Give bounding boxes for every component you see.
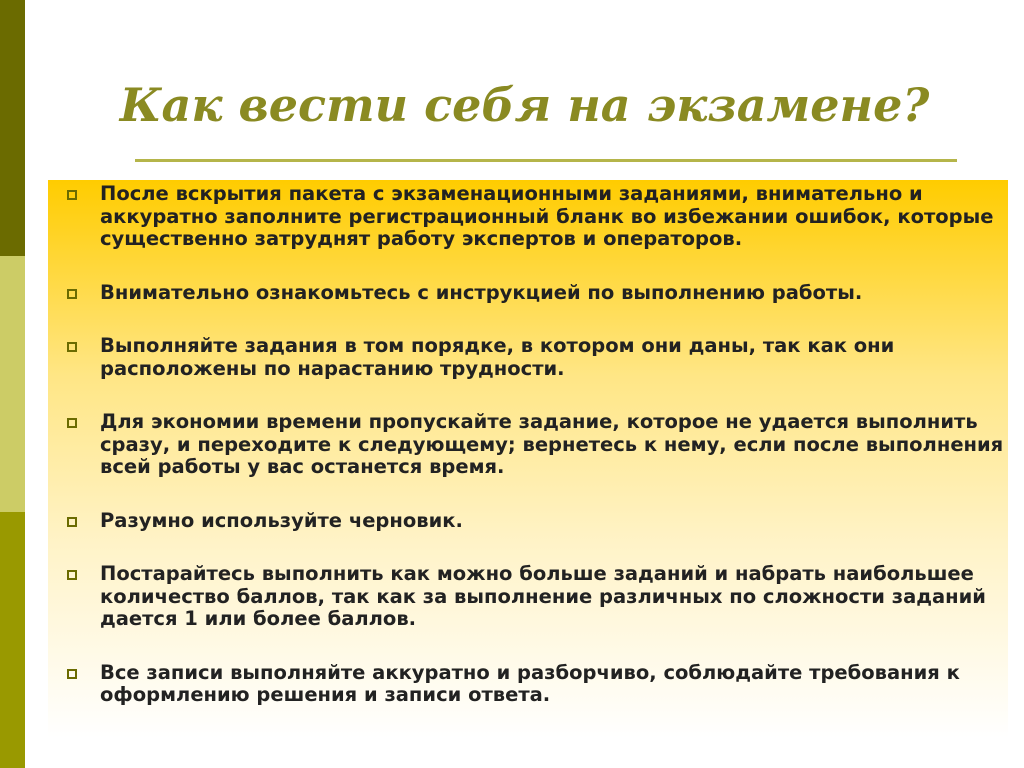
bullet-text: Выполняйте задания в том порядке, в котором они даны, так как они расположены по нарастанию трудности.: [100, 334, 895, 380]
square-bullet-icon: [67, 517, 77, 527]
square-bullet-icon: [67, 190, 77, 200]
bullet-text: Для экономии времени пропускайте задание, которое не удается выполнить сразу, и переходите к следующему; вернетесь к нему, если после выполнения всей работы у вас останется время.: [100, 410, 1004, 478]
side-strip-middle: [0, 256, 25, 512]
bullet-list: [62, 183, 1012, 738]
bullet-text: После вскрытия пакета с экзаменационными заданиями, внимательно и аккуратно заполните регистрационный бланк во избежании ошибок, которые существенно затруднят работу экспертов и операторов.: [100, 182, 994, 250]
bullet-text: Внимательно ознакомьтесь с инструкцией по выполнению работы.: [100, 280, 863, 304]
square-bullet-icon: [67, 342, 77, 352]
square-bullet-icon: [67, 289, 77, 299]
list-item: [62, 335, 1012, 380]
slide-title: Как вести себя на экзамене?: [119, 78, 930, 132]
side-strip-top: [0, 0, 25, 256]
square-bullet-icon: [67, 669, 77, 679]
square-bullet-icon: [67, 570, 77, 580]
list-item: [62, 563, 1012, 631]
list-item: [62, 411, 1012, 479]
title-divider: [135, 159, 957, 162]
list-item: [62, 183, 1012, 251]
bullet-text: Постарайтесь выполнить как можно больше заданий и набрать наибольшее количество баллов, так как за выполнение различных по сложности заданий дается 1 или более баллов.: [100, 562, 986, 630]
list-item: [62, 510, 1012, 533]
bullet-text: Все записи выполняйте аккуратно и разборчиво, соблюдайте требования к оформлению решения и записи ответа.: [100, 660, 960, 706]
list-item: [62, 662, 1012, 707]
list-item: [62, 282, 1012, 305]
bullet-text: Разумно используйте черновик.: [100, 508, 463, 532]
side-strip-bottom: [0, 512, 25, 768]
square-bullet-icon: [67, 418, 77, 428]
